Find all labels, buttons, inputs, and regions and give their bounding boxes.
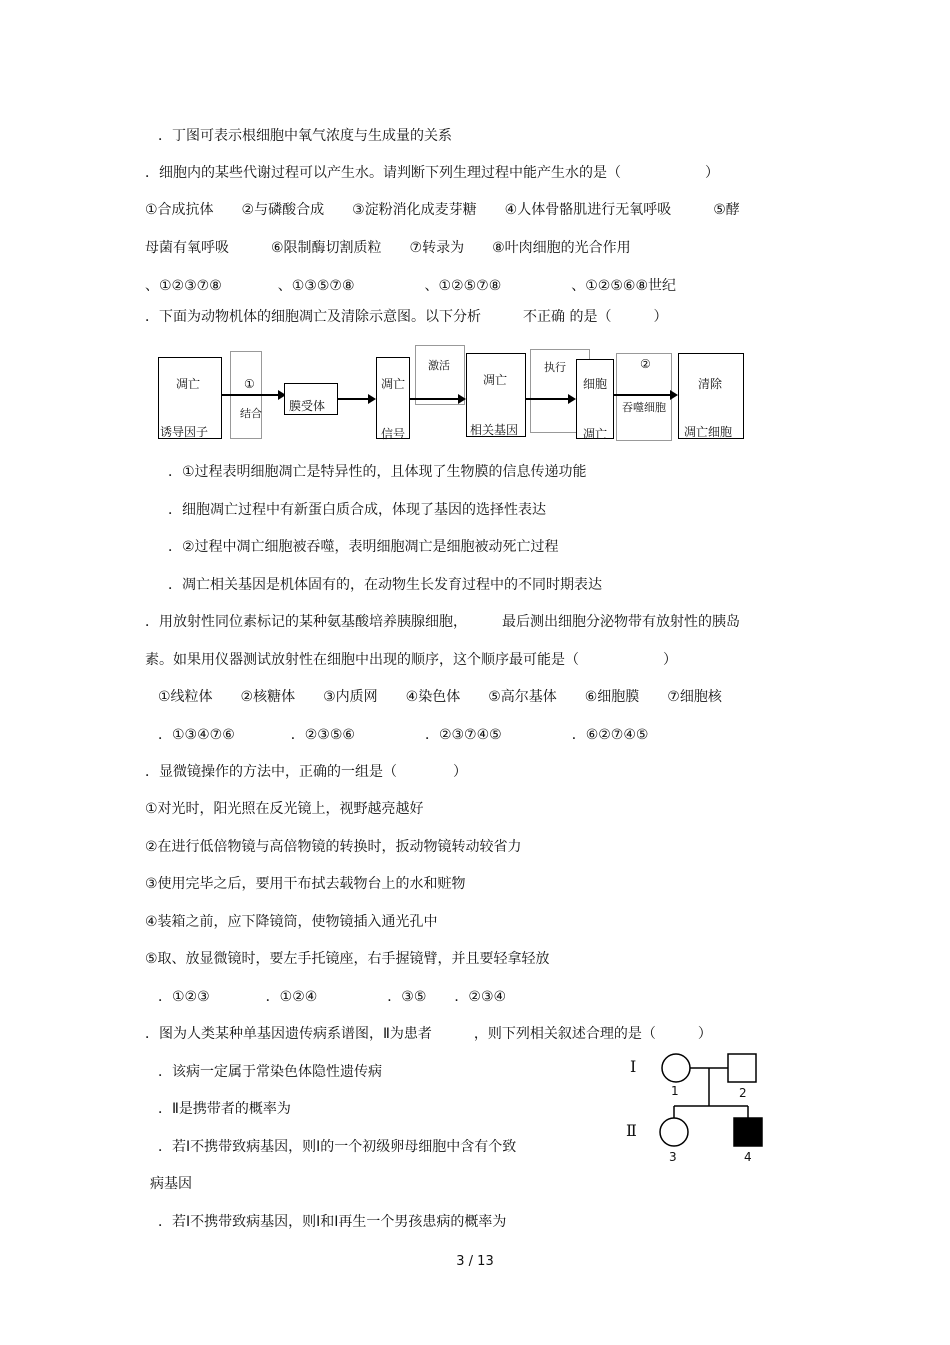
q6-option-c: ．若Ⅰ不携带致病基因，则Ⅰ的一个初级卵母细胞中含有个致	[158, 1139, 517, 1155]
q4-items: ①线粒体 ②核糖体 ③内质网 ④染色体 ⑤高尔基体 ⑥细胞膜 ⑦细胞核	[158, 689, 722, 705]
q3-stem: ．下面为动物机体的细胞凋亡及清除示意图。以下分析 不正确 的是（ ）	[145, 309, 668, 325]
q4-options: ．①③④⑦⑥ ．②③⑤⑥ ．②③⑦④⑤ ．⑥②⑦④⑤	[158, 727, 649, 743]
individual-4-number: 4	[744, 1150, 752, 1164]
box3-label-top: 凋亡	[381, 377, 406, 391]
q6-option-c-cont: 病基因	[150, 1176, 192, 1192]
box4-label-bottom: 相关基因	[470, 423, 519, 437]
arrow-5	[614, 389, 678, 401]
arrow3-label: 执行	[544, 361, 566, 374]
pedigree-chart	[620, 1048, 780, 1168]
arrow4-label: 吞噬细胞	[622, 401, 666, 414]
box5-label-top: 细胞	[583, 377, 608, 391]
arrow2-label: 激活	[428, 359, 450, 372]
q1-option-d: ．丁图可表示根细胞中氧气浓度与生成量的关系	[158, 128, 452, 144]
q5-item-2: ②在进行低倍物镜与高倍物镜的转换时，扳动物镜转动较省力	[145, 839, 522, 855]
box1-label-bottom: 诱导因子	[160, 425, 209, 439]
q5-item-3: ③使用完毕之后，要用干布拭去载物台上的水和赃物	[145, 876, 466, 892]
q6-option-a: ．该病一定属于常染色体隐性遗传病	[158, 1064, 382, 1080]
q3-option-b: ．细胞凋亡过程中有新蛋白质合成，体现了基因的选择性表达	[168, 502, 546, 518]
q5-item-4: ④装箱之前，应下降镜筒，使物镜插入通光孔中	[145, 914, 438, 930]
pedigree-lines	[620, 1048, 780, 1168]
q5-item-1: ①对光时，阳光照在反光镜上，视野越亮越好	[145, 801, 424, 817]
individual-3-number: 3	[669, 1150, 677, 1164]
apoptosis-diagram	[150, 345, 760, 445]
box3-label-bottom: 信号	[381, 427, 406, 441]
q5-stem: ．显微镜操作的方法中，正确的一组是（ ）	[145, 764, 467, 780]
box6-label-bottom: 凋亡细胞	[684, 425, 733, 439]
q2-items-2: 母菌有氧呼吸 ⑥限制酶切割质粒 ⑦转录为 ⑧叶肉细胞的光合作用	[145, 240, 631, 256]
box1-label-top: 凋亡	[176, 377, 201, 391]
page-number: 3 / 13	[456, 1254, 494, 1269]
q6-option-b: ．Ⅱ是携带者的概率为	[158, 1101, 291, 1117]
box6-label-top: 清除	[698, 377, 723, 391]
q6-stem: ．图为人类某种单基因遗传病系谱图，Ⅱ为患者 ，则下列相关叙述合理的是（ ）	[145, 1026, 712, 1042]
individual-1-number: 1	[671, 1084, 679, 1098]
arrow-3	[410, 393, 466, 405]
q6-option-d: ．若Ⅰ不携带致病基因，则Ⅰ和Ⅰ再生一个男孩患病的概率为	[158, 1214, 507, 1230]
arrow-2	[338, 393, 376, 405]
generation-2-label: Ⅱ	[626, 1121, 637, 1140]
arrow-4	[526, 393, 576, 405]
individual-2-number: 2	[739, 1086, 747, 1100]
box5-label-bottom: 凋亡	[583, 427, 608, 441]
arrow1-number: ①	[244, 377, 255, 391]
arrow4-number: ②	[640, 357, 651, 371]
q3-option-a: ．①过程表明细胞凋亡是特异性的，且体现了生物膜的信息传递功能	[168, 464, 587, 480]
box2-label: 膜受体	[289, 399, 326, 413]
q2-items-1: ①合成抗体 ②与磷酸合成 ③淀粉消化成麦芽糖 ④人体骨骼肌进行无氧呼吸 ⑤酵	[145, 202, 740, 218]
q5-options: ．①②③ ．①②④ ．③⑤ ．②③④	[158, 989, 507, 1005]
q4-stem: ．用放射性同位素标记的某种氨基酸培养胰腺细胞， 最后测出细胞分泌物带有放射性的胰岛	[145, 614, 740, 630]
q2-options: 、①②③⑦⑧ 、①③⑤⑦⑧ 、①②⑤⑦⑧ 、①②⑤⑥⑧世纪	[145, 278, 677, 294]
arrow1-label: 结合	[240, 407, 262, 420]
q3-option-c: ．②过程中凋亡细胞被吞噬，表明细胞凋亡是细胞被动死亡过程	[168, 539, 559, 555]
q2-stem: ．细胞内的某些代谢过程可以产生水。请判断下列生理过程中能产生水的是（ ）	[145, 165, 719, 181]
q5-item-5: ⑤取、放显微镜时，要左手托镜座，右手握镜臂，并且要轻拿轻放	[145, 951, 550, 967]
generation-1-label: Ⅰ	[630, 1057, 637, 1076]
box4-label-top: 凋亡	[483, 373, 508, 387]
q4-stem-2: 素。如果用仪器测试放射性在细胞中出现的顺序，这个顺序最可能是（ ）	[145, 652, 677, 668]
q3-option-d: ．凋亡相关基因是机体固有的，在动物生长发育过程中的不同时期表达	[168, 577, 602, 593]
